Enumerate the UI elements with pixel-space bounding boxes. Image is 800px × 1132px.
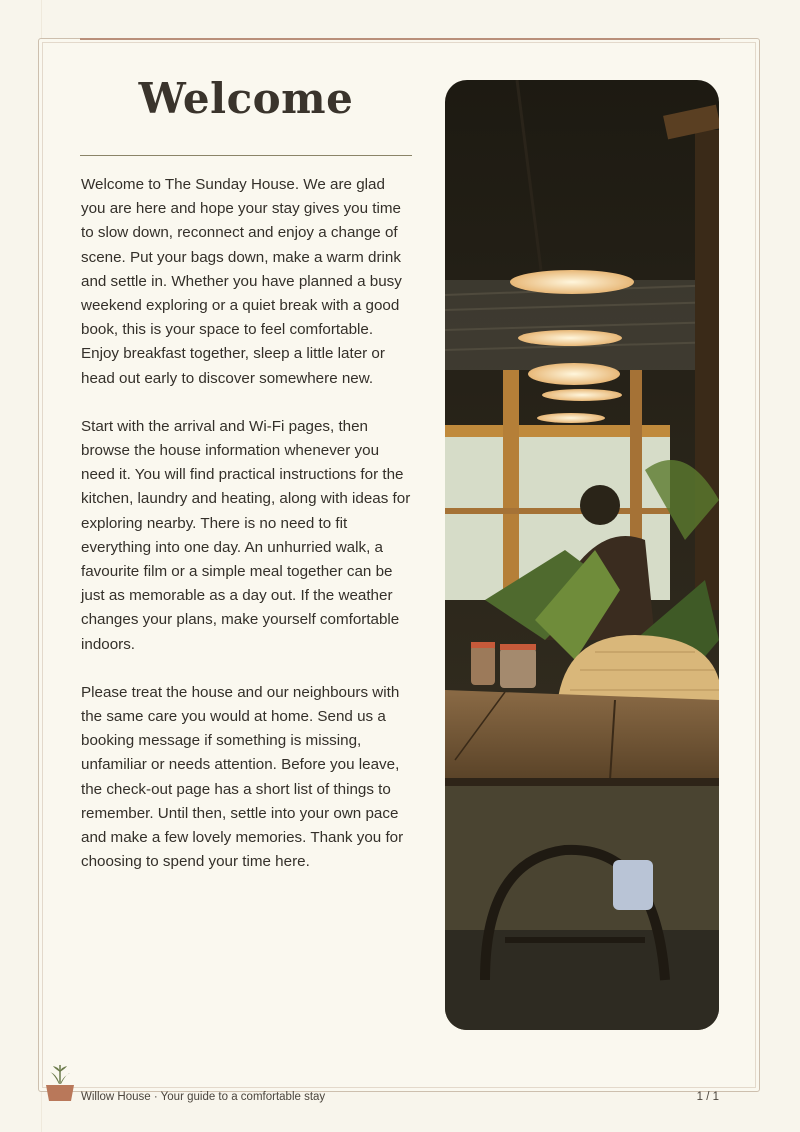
title-divider <box>80 155 412 156</box>
potted-plant-icon <box>44 1062 76 1102</box>
cafe-interior-photo <box>445 80 719 1030</box>
paragraph-2: Start with the arrival and Wi-Fi pages, then browse the house information whenever you need it. You will find practical instructions for the kitchen, laundry and heating, along with ideas for exploring nearby. There is no need to fit everything into one day. An unhurried walk, a favourite film or a simple meal together can be just as memorable as a day out. If the weather changes your plans, make yourself comfortable indoors. <box>81 417 411 653</box>
paragraph-1: Welcome to The Sunday House. We are glad you are here and hope your stay gives you time to slow down, reconnect and enjoy a change of scene. Put your bags down, make a warm drink and settle in. Whether you have planned a busy weekend exploring or a quiet break with a good book, this is your space to feel comfortable. Enjoy breakfast together, sleep a little later or head out early to discover somewhere new. <box>81 176 402 387</box>
page-title: Welcome <box>138 74 354 123</box>
welcome-body <box>81 173 413 898</box>
page-number: 1 / 1 <box>696 1091 719 1103</box>
top-accent-rule <box>80 38 720 40</box>
paragraph-3: Please treat the house and our neighbours with the same care you would at home. Send us a booking message if something is missing, unfamiliar or needs attention. Before you leave, the check-out page has a short list of things to remember. Until then, settle into your own pace and make a few lovely memories. Thank you for choosing to spend your time here. <box>81 683 404 871</box>
footer-caption: Willow House · Your guide to a comfortable stay <box>81 1091 326 1103</box>
